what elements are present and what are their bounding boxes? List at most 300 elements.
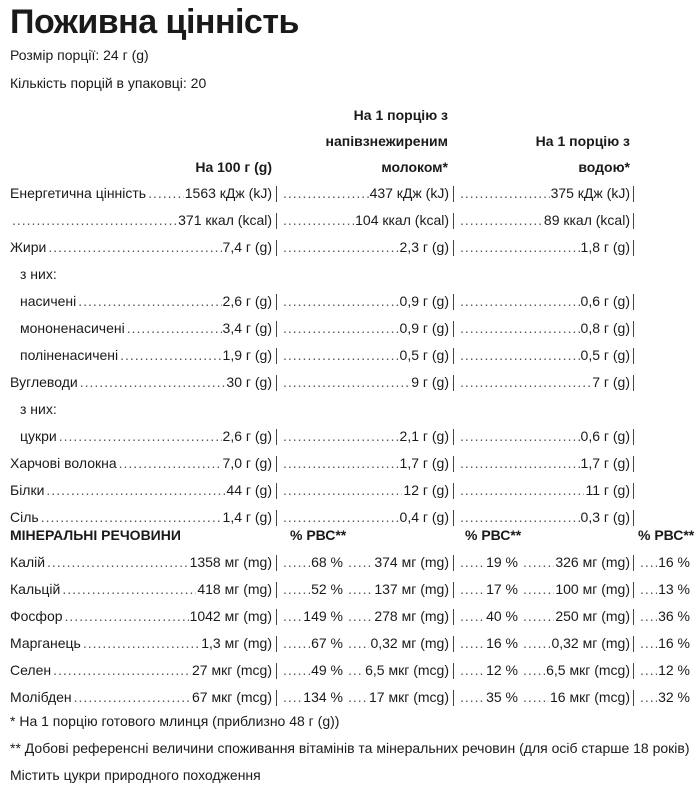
nutrient-per100 (10, 315, 272, 342)
nutrient-milk (281, 234, 449, 261)
nutrient-water-value: 11 г (g) (584, 477, 630, 504)
nutrient-per100-value: 1,4 г (g) (222, 504, 272, 531)
leader-dots (640, 630, 657, 657)
column-divider (453, 348, 454, 364)
nutrient-water (458, 180, 630, 207)
nutrient-milk (281, 369, 449, 396)
column-divider (453, 240, 454, 256)
leader-dots (283, 684, 302, 711)
nutrient-milk-value: 2,3 г (g) (399, 234, 449, 261)
nutrient-row (0, 315, 700, 342)
mineral-milk-value: 137 мг (mg) (373, 576, 449, 603)
leader-dots (65, 603, 189, 630)
leader-dots (348, 684, 368, 711)
nutrient-per100-label: Харчові волокна (10, 450, 119, 477)
servings-per-pack: Кількість порцій в упаковці: 20 (10, 75, 207, 91)
nutrient-water-value: 375 кДж (kJ) (550, 180, 630, 207)
mineral-milk-value: 17 мкг (mcg) (368, 684, 449, 711)
mineral-water (521, 549, 630, 576)
column-divider (453, 294, 454, 310)
rvs-header-per100: % РВС** (290, 527, 347, 543)
mineral-water (521, 603, 630, 630)
leader-dots (119, 450, 222, 477)
nutrient-group-label: з них: (20, 401, 57, 417)
nutrient-milk (281, 207, 449, 234)
nutrient-water (458, 477, 630, 504)
leader-dots (460, 450, 580, 477)
mineral-rvs-per100 (281, 549, 343, 576)
mineral-rvs-milk (458, 576, 518, 603)
leader-dots (348, 630, 369, 657)
mineral-per100 (10, 549, 272, 576)
column-divider (633, 483, 634, 499)
mineral-rvs-per100 (281, 603, 343, 630)
column-divider (633, 690, 634, 706)
leader-dots (283, 288, 399, 315)
leader-dots (283, 549, 310, 576)
leader-dots (83, 630, 200, 657)
column-divider (276, 213, 277, 229)
leader-dots (78, 288, 221, 315)
leader-dots (283, 450, 399, 477)
nutrient-per100-value: 3,4 г (g) (222, 315, 272, 342)
nutrient-per100-value: 2,6 г (g) (222, 288, 272, 315)
leader-dots (62, 576, 196, 603)
leader-dots (460, 423, 580, 450)
leader-dots (460, 315, 580, 342)
mineral-row (0, 657, 700, 684)
minerals-header (0, 522, 700, 549)
mineral-water (521, 684, 630, 711)
leader-dots (460, 549, 485, 576)
nutrient-row (0, 180, 700, 207)
column-divider (453, 555, 454, 571)
column-divider (633, 555, 634, 571)
nutrient-water (458, 342, 630, 369)
nutrient-milk-value: 0,9 г (g) (399, 315, 449, 342)
mineral-water (521, 630, 630, 657)
leader-dots (283, 603, 302, 630)
nutrient-per100-label: цукри (10, 423, 59, 450)
column-divider (276, 321, 277, 337)
mineral-rvs-water (638, 549, 690, 576)
leader-dots (59, 423, 222, 450)
footnote-serving: * На 1 порцію готового млинця (приблизно 48 г (g)) (10, 713, 340, 729)
nutrient-water (458, 315, 630, 342)
column-divider (633, 429, 634, 445)
leader-dots (53, 657, 191, 684)
column-divider (276, 483, 277, 499)
mineral-water-value: 326 мг (mg) (554, 549, 630, 576)
nutrient-milk (281, 450, 449, 477)
nutrient-milk-value: 1,7 г (g) (399, 450, 449, 477)
header-water-line2: водою* (578, 159, 630, 175)
leader-dots (283, 657, 310, 684)
mineral-rvs-per100 (281, 684, 343, 711)
nutrient-row (0, 288, 700, 315)
leader-dots (523, 549, 554, 576)
nutrient-water-value: 0,3 г (g) (580, 504, 630, 531)
mineral-per100-value: 67 мкг (mcg) (191, 684, 272, 711)
leader-dots (283, 423, 399, 450)
nutrient-water-value: 0,6 г (g) (580, 423, 630, 450)
mineral-rvs-milk (458, 549, 518, 576)
column-divider (633, 375, 634, 391)
nutrient-milk (281, 342, 449, 369)
leader-dots (12, 207, 177, 234)
mineral-row (0, 684, 700, 711)
leader-dots (127, 315, 222, 342)
mineral-per100 (10, 576, 272, 603)
mineral-per100 (10, 603, 272, 630)
column-divider (633, 663, 634, 679)
mineral-water-value: 100 мг (mg) (554, 576, 630, 603)
nutrient-row (0, 342, 700, 369)
column-divider (633, 609, 634, 625)
column-divider (453, 429, 454, 445)
mineral-rvs-water (638, 630, 690, 657)
mineral-row (0, 630, 700, 657)
mineral-per100-value: 418 мг (mg) (196, 576, 272, 603)
nutrient-per100-value: 7,0 г (g) (222, 450, 272, 477)
nutrient-milk-value: 0,4 г (g) (399, 504, 449, 531)
nutrient-water-value: 0,6 г (g) (580, 288, 630, 315)
nutrient-milk-value: 104 ккал (kcal) (354, 207, 449, 234)
column-divider (276, 663, 277, 679)
mineral-per100-label: Марганець (10, 630, 83, 657)
leader-dots (283, 576, 310, 603)
nutrient-water-value: 0,5 г (g) (580, 342, 630, 369)
mineral-per100-value: 27 мкг (mcg) (191, 657, 272, 684)
nutrient-per100 (10, 477, 272, 504)
mineral-per100-label: Молібден (10, 684, 74, 711)
mineral-per100-label: Фосфор (10, 603, 65, 630)
nutrient-per100-value: 371 ккал (kcal) (177, 207, 272, 234)
nutrient-water-value: 1,7 г (g) (580, 450, 630, 477)
nutrient-water-value: 1,8 г (g) (580, 234, 630, 261)
mineral-milk-value: 374 мг (mg) (373, 549, 449, 576)
leader-dots (523, 630, 550, 657)
nutrient-milk (281, 315, 449, 342)
nutrient-milk-value: 437 кДж (kJ) (369, 180, 449, 207)
nutrient-water (458, 423, 630, 450)
mineral-rvs-water-value: 16 % (657, 549, 690, 576)
nutrient-row (0, 396, 700, 423)
nutrient-row (0, 234, 700, 261)
mineral-rvs-water (638, 603, 690, 630)
leader-dots (640, 576, 657, 603)
nutrient-per100 (10, 207, 272, 234)
mineral-milk-value: 278 мг (mg) (373, 603, 449, 630)
leader-dots (640, 603, 657, 630)
leader-dots (460, 657, 485, 684)
leader-dots (460, 477, 584, 504)
leader-dots (640, 549, 657, 576)
nutrient-per100 (10, 180, 272, 207)
leader-dots (523, 576, 554, 603)
mineral-row (0, 576, 700, 603)
column-divider (453, 456, 454, 472)
leader-dots (460, 234, 580, 261)
leader-dots (48, 234, 221, 261)
column-divider (276, 375, 277, 391)
mineral-milk (346, 684, 449, 711)
column-divider (453, 609, 454, 625)
nutrient-per100-label: мононенасичені (10, 315, 127, 342)
nutrient-per100-label: поліненасичені (10, 342, 120, 369)
column-divider (633, 213, 634, 229)
leader-dots (348, 657, 364, 684)
mineral-rvs-milk-value: 40 % (485, 603, 518, 630)
nutrient-per100-label: Жири (10, 234, 48, 261)
mineral-rvs-per100 (281, 576, 343, 603)
mineral-rvs-milk (458, 657, 518, 684)
mineral-per100-label: Селен (10, 657, 53, 684)
column-divider (633, 456, 634, 472)
mineral-row (0, 603, 700, 630)
leader-dots (460, 603, 485, 630)
mineral-milk-value: 0,32 мг (mg) (369, 630, 449, 657)
mineral-rvs-milk (458, 630, 518, 657)
mineral-per100-value: 1,3 мг (mg) (200, 630, 272, 657)
nutrient-row (0, 450, 700, 477)
leader-dots (348, 603, 373, 630)
column-divider (276, 555, 277, 571)
nutrient-per100-value: 2,6 г (g) (222, 423, 272, 450)
nutrient-milk-value: 2,1 г (g) (399, 423, 449, 450)
rvs-header-water: % РВС** (638, 527, 695, 543)
leader-dots (640, 657, 657, 684)
column-divider (276, 690, 277, 706)
mineral-milk (346, 657, 449, 684)
nutrient-per100-label: насичені (10, 288, 78, 315)
mineral-per100 (10, 630, 272, 657)
mineral-rvs-water (638, 684, 690, 711)
nutrient-milk (281, 288, 449, 315)
column-divider (453, 663, 454, 679)
page-title: Поживна цінність (10, 3, 299, 41)
nutrient-group-label: з них: (20, 266, 57, 282)
mineral-rvs-water (638, 576, 690, 603)
leader-dots (283, 207, 354, 234)
leader-dots (460, 342, 580, 369)
nutrient-per100 (10, 450, 272, 477)
nutrient-per100-value: 1563 кДж (kJ) (184, 180, 272, 207)
leader-dots (120, 342, 221, 369)
mineral-per100-value: 1358 мг (mg) (189, 549, 272, 576)
mineral-rvs-per100 (281, 630, 343, 657)
leader-dots (283, 369, 410, 396)
nutrient-water (458, 369, 630, 396)
mineral-water (521, 657, 630, 684)
nutrient-per100-label: Енергетична цінність (10, 180, 148, 207)
nutrient-water-value: 89 ккал (kcal) (543, 207, 630, 234)
mineral-rvs-per100-value: 149 % (302, 603, 343, 630)
leader-dots (283, 315, 399, 342)
mineral-rvs-per100-value: 49 % (310, 657, 343, 684)
mineral-rvs-milk-value: 19 % (485, 549, 518, 576)
nutrient-milk-value: 9 г (g) (410, 369, 449, 396)
column-divider (276, 636, 277, 652)
column-divider (453, 321, 454, 337)
nutrient-water (458, 450, 630, 477)
nutrient-water (458, 234, 630, 261)
serving-size: Розмір порції: 24 г (g) (10, 47, 149, 63)
nutrient-water (458, 207, 630, 234)
column-divider (276, 609, 277, 625)
leader-dots (460, 180, 550, 207)
nutrient-per100-value: 1,9 г (g) (222, 342, 272, 369)
nutrient-milk-value: 0,5 г (g) (399, 342, 449, 369)
leader-dots (460, 369, 591, 396)
mineral-water-value: 6,5 мкг (mcg) (545, 657, 630, 684)
nutrient-water-value: 0,8 г (g) (580, 315, 630, 342)
mineral-per100-label: Кальцій (10, 576, 62, 603)
leader-dots (283, 180, 369, 207)
mineral-rvs-milk (458, 603, 518, 630)
mineral-water-value: 0,32 мг (mg) (550, 630, 630, 657)
mineral-rvs-milk-value: 12 % (485, 657, 518, 684)
leader-dots (460, 630, 485, 657)
column-divider (276, 348, 277, 364)
nutrient-per100 (10, 423, 272, 450)
mineral-row (0, 549, 700, 576)
nutrient-milk-value: 12 г (g) (402, 477, 449, 504)
mineral-milk (346, 603, 449, 630)
column-divider (276, 240, 277, 256)
nutrient-per100-value: 30 г (g) (225, 369, 272, 396)
leader-dots (640, 684, 657, 711)
footnote-rvs: ** Добові референсні величини споживання вітамінів та мінеральних речовин (для осіб старше 18 років) (10, 740, 690, 756)
nutrient-milk (281, 180, 449, 207)
mineral-rvs-water-value: 32 % (657, 684, 690, 711)
column-divider (276, 456, 277, 472)
leader-dots (460, 207, 543, 234)
leader-dots (523, 603, 554, 630)
leader-dots (80, 369, 226, 396)
column-divider (453, 213, 454, 229)
nutrient-per100 (10, 342, 272, 369)
nutrient-water-value: 7 г (g) (591, 369, 630, 396)
leader-dots (460, 288, 580, 315)
rvs-header-milk: % РВС** (465, 527, 522, 543)
mineral-milk (346, 576, 449, 603)
nutrient-milk (281, 477, 449, 504)
mineral-rvs-per100-value: 68 % (310, 549, 343, 576)
column-divider (453, 690, 454, 706)
mineral-rvs-milk-value: 16 % (485, 630, 518, 657)
mineral-rvs-water-value: 13 % (657, 576, 690, 603)
leader-dots (460, 684, 485, 711)
leader-dots (46, 477, 225, 504)
column-divider (633, 636, 634, 652)
leader-dots (523, 684, 549, 711)
nutrient-row (0, 423, 700, 450)
mineral-rvs-per100-value: 52 % (310, 576, 343, 603)
leader-dots (523, 657, 545, 684)
column-divider (453, 582, 454, 598)
leader-dots (74, 684, 191, 711)
nutrient-row (0, 261, 700, 288)
column-divider (633, 321, 634, 337)
mineral-rvs-water (638, 657, 690, 684)
mineral-rvs-milk-value: 17 % (485, 576, 518, 603)
nutrient-per100-value: 44 г (g) (225, 477, 272, 504)
mineral-rvs-per100-value: 134 % (302, 684, 343, 711)
mineral-water-value: 16 мкг (mcg) (549, 684, 630, 711)
mineral-rvs-water-value: 36 % (657, 603, 690, 630)
column-divider (453, 483, 454, 499)
nutrient-milk-value: 0,9 г (g) (399, 288, 449, 315)
mineral-per100 (10, 657, 272, 684)
header-milk-line3: молоком* (381, 159, 448, 175)
header-milk-line1: На 1 порцію з (353, 107, 448, 123)
footnote-sugars: Містить цукри природного походження (10, 767, 261, 783)
header-milk-line2: напівзнежиреним (325, 133, 448, 149)
nutrient-milk (281, 423, 449, 450)
column-divider (276, 582, 277, 598)
mineral-milk (346, 630, 449, 657)
column-divider (453, 375, 454, 391)
mineral-water-value: 250 мг (mg) (554, 603, 630, 630)
nutrient-per100 (10, 234, 272, 261)
leader-dots (148, 180, 184, 207)
leader-dots (348, 549, 373, 576)
mineral-rvs-milk-value: 35 % (485, 684, 518, 711)
nutrient-row (0, 477, 700, 504)
column-divider (276, 429, 277, 445)
column-divider (633, 240, 634, 256)
leader-dots (47, 549, 189, 576)
mineral-per100-label: Калій (10, 549, 47, 576)
minerals-title: МІНЕРАЛЬНІ РЕЧОВИНИ (10, 527, 181, 543)
column-divider (453, 186, 454, 202)
nutrient-row (0, 369, 700, 396)
nutrient-per100 (10, 369, 272, 396)
nutrient-per100 (10, 288, 272, 315)
mineral-rvs-per100 (281, 657, 343, 684)
column-divider (633, 294, 634, 310)
nutrient-water (458, 288, 630, 315)
leader-dots (283, 342, 399, 369)
nutrient-per100-label: Білки (10, 477, 46, 504)
mineral-rvs-per100-value: 67 % (310, 630, 343, 657)
mineral-rvs-water-value: 12 % (657, 657, 690, 684)
leader-dots (283, 234, 399, 261)
leader-dots (348, 576, 373, 603)
nutrient-per100-value: 7,4 г (g) (222, 234, 272, 261)
column-divider (453, 636, 454, 652)
mineral-milk (346, 549, 449, 576)
mineral-water (521, 576, 630, 603)
column-divider (276, 294, 277, 310)
leader-dots (283, 477, 402, 504)
column-divider (276, 186, 277, 202)
mineral-rvs-milk (458, 684, 518, 711)
mineral-milk-value: 6,5 мкг (mcg) (364, 657, 449, 684)
header-water-line1: На 1 порцію з (535, 133, 630, 149)
nutrient-row (0, 207, 700, 234)
leader-dots (283, 630, 310, 657)
header-per100: На 100 г (g) (195, 159, 272, 175)
column-divider (633, 348, 634, 364)
nutrient-per100-label: Вуглеводи (10, 369, 80, 396)
leader-dots (460, 576, 485, 603)
nutrient-per100-label: Сіль (10, 504, 41, 531)
column-divider (633, 582, 634, 598)
mineral-per100 (10, 684, 272, 711)
mineral-per100-value: 1042 мг (mg) (189, 603, 272, 630)
